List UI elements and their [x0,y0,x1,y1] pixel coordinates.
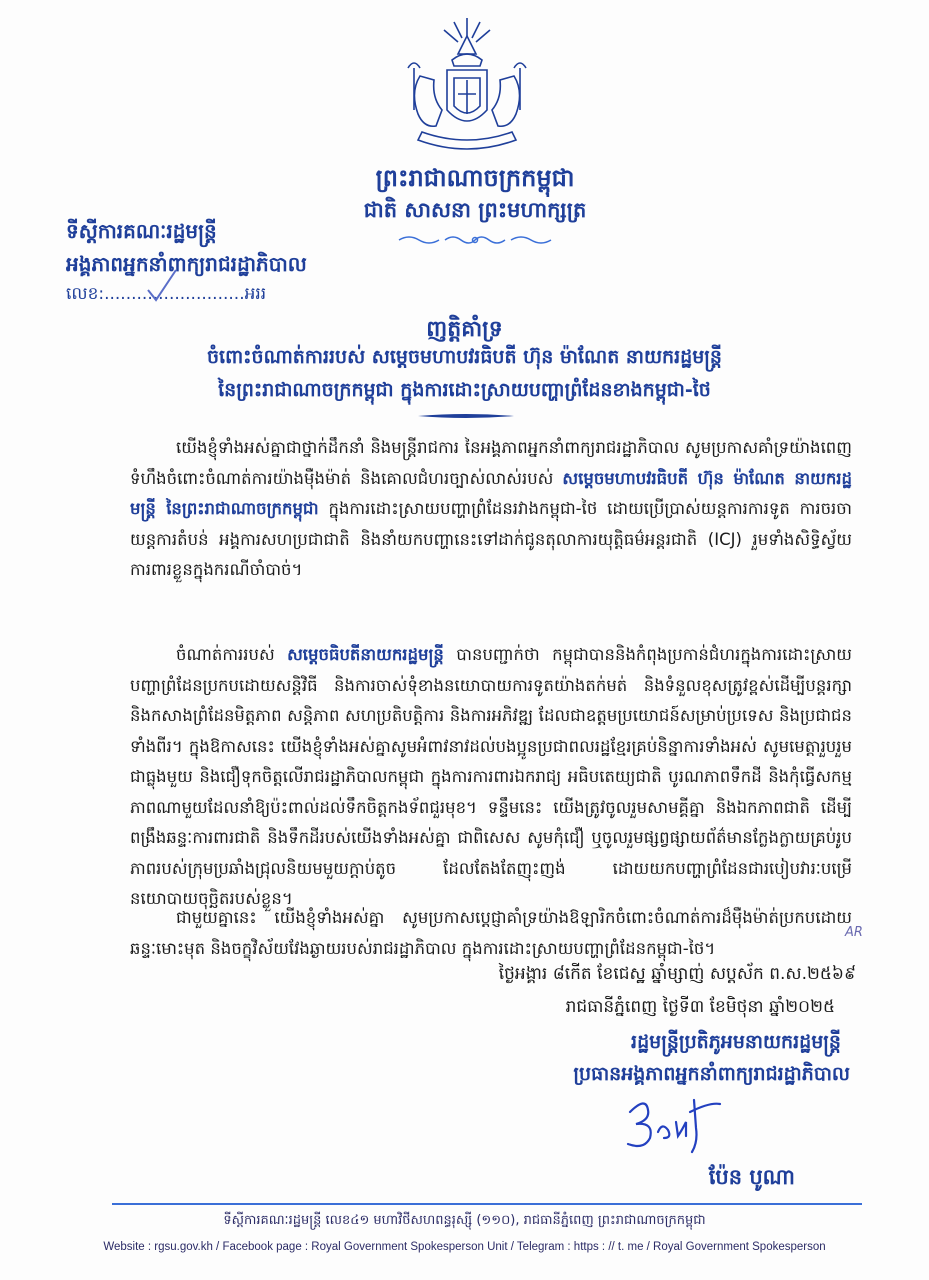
document-subtitle-line1: ចំពោះចំណាត់ការរបស់ សម្ដេចមហាបវរធិបតី ហ៊ុន ម៉ាណែត នាយករដ្ឋមន្ត្រី [206,346,722,368]
footer-address: ទីស្ដីការគណៈរដ្ឋមន្ត្រី លេខ៤១ មហាវិថីសហពន្ធរុស្ស៊ី (១១០), រាជធានីភ្នំពេញ ព្រះរាជាណាចក្រកម្ពុជា [223,1213,706,1228]
signatory-title-line1: រដ្ឋមន្ត្រីប្រតិភូអមនាយករដ្ឋមន្ត្រី [631,1031,841,1053]
kingdom-name: ព្រះរាជាណាចក្រកម្ពុជា [375,164,575,192]
ornament-divider-icon [395,232,555,248]
paragraph-2 [130,640,852,915]
reference-number: លេខ:..........................អររ [66,284,267,304]
paragraph-2-bold: សម្ដេចធិបតីនាយករដ្ឋមន្ត្រី [287,645,444,664]
office-name: ទីស្ដីការគណៈរដ្ឋមន្ត្រី [66,219,217,243]
checkmark-icon [142,266,182,306]
document-title: ញត្តិគាំទ្រ [426,317,503,342]
paragraph-1 [130,433,852,586]
title-divider [416,411,516,421]
signatory-title-line2: ប្រធានអង្គភាពអ្នកនាំពាក្យរាជរដ្ឋាភិបាល [573,1063,850,1085]
paragraph-1-bold: សម្ដេចមហាបវរធិបតី ហ៊ុន ម៉ាណែត នាយករដ្ឋមន្ត្រី នៃព្រះរាជាណាចក្រកម្ពុជា [130,468,852,518]
solar-date: រាជធានីភ្នំពេញ ថ្ងៃទី៣ ខែមិថុនា ឆ្នាំ២០២៥ [565,997,835,1017]
signatory-name: ប៉ែន បូណា [708,1165,795,1189]
royal-emblem [392,14,542,162]
footer-divider [112,1203,862,1205]
national-motto: ជាតិ សាសនា ព្រះមហាក្សត្រ [363,198,587,222]
paragraph-3: ជាមួយគ្នានេះ យើងខ្ញុំទាំងអស់គ្នា សូមប្រកាសប្ដេជ្ញាគាំទ្រយ៉ាងឱឡារិកចំពោះចំណាត់ការដ៏ម៉ឺងម៉ាត់ប្រកបដោយឆន្ទៈមោះមុត និងចក្ខុវិស័យវែងឆ្ងាយរបស់រាជរដ្ឋាភិបាល ក្នុងការដោះស្រាយបញ្ហាព្រំដែនកម្ពុជា-ថៃ។ [130,908,852,958]
document-subtitle-line2: នៃព្រះរាជាណាចក្រកម្ពុជា ក្នុងការដោះស្រាយបញ្ហាព្រំដែនខាងកម្ពុជា-ថៃ [218,379,711,401]
handwritten-initials: AR [845,925,863,940]
lunar-date: ថ្ងៃអង្គារ ៨កើត ខែជេស្ឋ ឆ្នាំម្សាញ់ សប្ដស័ក ព.ស.២៥៦៩ [498,964,856,984]
handwritten-signature [620,1092,730,1157]
paragraph-2-text-a: ចំណាត់ការរបស់ [176,645,288,664]
paragraph-1-text-b: ក្នុងការដោះស្រាយបញ្ហាព្រំដែនរវាងកម្ពុជា-ថៃ ដោយប្រើប្រាស់យន្តការការទូត ការចរចា យន្តការតំបន់ អង្គការសហប្រជាជាតិ និងនាំយកបញ្ហានេះទៅដាក់ជូនតុលាការយុត្តិធម៌អន្តរជាតិ (ICJ) រួមទាំងសិទ្ធិស្វ័យការពារខ្លួនក្នុងករណីចាំបាច់។ [130,499,852,579]
unit-name: អង្គភាពអ្នកនាំពាក្យរាជរដ្ឋាភិបាល [66,252,307,276]
footer-web-links: Website : rgsu.gov.kh / Facebook page : Royal Government Spokesperson Unit / Telegram : https : // t. me / Royal Government Spokesperson [103,1241,826,1253]
paragraph-2-text-b: បានបញ្ជាក់ថា កម្ពុជាបាននិងកំពុងប្រកាន់ជំហរក្នុងការដោះស្រាយបញ្ហាព្រំដែនប្រកបដោយសន្តិវិធី និងការចាស់ទុំខាងនយោបាយការទូតយ៉ាងតក់មត់ និងទំនួលខុសត្រូវខ្ពស់ដើម្បីបន្តរក្សា និងកសាងព្រំដែនមិត្តភាព សន្តិភាព សហប្រតិបត្តិការ និងការអភិវឌ្ឍ ដែលជាឧត្តមប្រយោជន៍សម្រាប់ប្រទេស និងប្រជាជនទាំងពីរ។ ក្នុងឱកាសនេះ យើងខ្ញុំទាំងអស់គ្នាសូមអំពាវនាវដល់បងប្អូនប្រជាពលរដ្ឋខ្មែរគ្រប់និន្នាការទាំងអស់ សូមមេត្តារួបរួមជាធ្លុងមួយ និងជឿទុកចិត្តលើរាជរដ្ឋាភិបាលកម្ពុជា ក្នុងការការពារឯករាជ្យ អធិបតេយ្យជាតិ បូរណភាពទឹកដី និងកុំធ្វើសកម្មភាពណាមួយដែលនាំឱ្យប៉ះពាល់ដល់ទឹកចិត្តកងទ័ពជួរមុខ។ ទន្ទឹមនេះ យើងត្រូវចូលរួមសាមគ្គីគ្នា និងឯកភាពជាតិ ដើម្បីពង្រឹងឆន្ទៈការពារជាតិ និងទឹកដីរបស់យើងទាំងអស់គ្នា ជាពិសេស សូមកុំជឿ ឬចូលរួមផ្សព្វផ្សាយព័ត៌មានក្លែងក្លាយគ្រប់រូបភាពរបស់ក្រុមប្រឆាំងជ្រុលនិយមមួយក្ដាប់តូច ដែលតែងតែញុះញង់ ដោយយកបញ្ហាព្រំដែនជារបៀបវារៈបម្រើនយោបាយចុច្ឆិតរបស់ខ្លួន។ [130,645,852,908]
paragraph-1-text-a: យើងខ្ញុំទាំងអស់គ្នាជាថ្នាក់ដឹកនាំ និងមន្ត្រីរាជការ នៃអង្គភាពអ្នកនាំពាក្យរាជរដ្ឋាភិបាល សូមប្រកាសគាំទ្រយ៉ាងពេញទំហឹងចំពោះចំណាត់ការយ៉ាងម៉ឺងម៉ាត់ និងគោលជំហរច្បាស់លាស់របស់ [130,438,852,488]
